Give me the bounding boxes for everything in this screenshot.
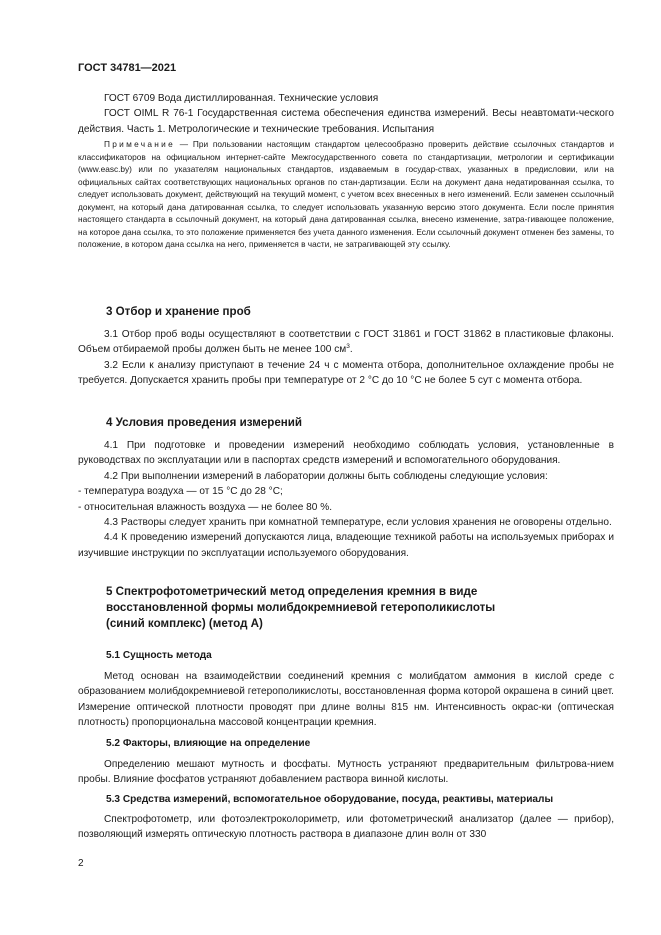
paragraph-4-4: 4.4 К проведению измерений допускаются лица, владеющие техникой работы на используемых приборах и изучившие инструкции по эксплуатации используемого оборудования. xyxy=(78,532,614,559)
paragraph-3-2: 3.2 Если к анализу приступают в течение 24 ч с момента отбора, дополнительное охлаждение пробы не требуется. Допускается хранить пробы при температуре от 2 °С до 10 °С не более 5 сут с момента отбора. xyxy=(78,359,614,387)
paragraph-4-3: 4.3 Растворы следует хранить при комнатной температуре, если условия хранения не оговорены отдельно. xyxy=(104,517,612,529)
paragraph-5-1: Метод основан на взаимодействии соединений кремния с молибдатом аммония в кислой среде с образованием молибдокремниевой гетерополикислоты, восстановленная форма которой окрашена в синий цвет. Измерение оптической плотности проводят при длине волны 815 нм. Интенсивность окрас-ки (оптическая плотность) пропорциональна массовой концентрации кремния. xyxy=(78,671,614,729)
subsection-5-1-body xyxy=(78,669,614,731)
note-label: Примечание xyxy=(104,139,176,149)
references-block xyxy=(78,91,614,137)
paragraph-3-1 xyxy=(78,327,614,358)
subsection-5-3-body xyxy=(78,812,614,843)
section-5-title-line-1: 5 Спектрофотометрический метод определения кремния в виде xyxy=(106,585,478,598)
paragraph-5-3: Спектрофотометр, или фотоэлектроколориметр, или фотометрический анализатор (далее — прибор), позволяющий измерять оптическую плотность раствора в диапазоне длин волн от 330 xyxy=(78,814,614,841)
document-header: ГОСТ 34781—2021 xyxy=(78,62,177,74)
note-paragraph xyxy=(78,138,614,251)
paragraph-3-1-end: . xyxy=(349,344,353,356)
list-item-temperature: - температура воздуха — от 15 °С до 28 °С; xyxy=(78,486,283,498)
section-3-title: 3 Отбор и хранение проб xyxy=(106,305,251,318)
subsection-5-2-body xyxy=(78,757,614,788)
section-5-title xyxy=(106,584,606,632)
section-4-body xyxy=(78,438,614,561)
superscript: 3 xyxy=(346,343,350,351)
section-5-title-line-3: (синий комплекс) (метод А) xyxy=(106,617,263,630)
section-4-title: 4 Условия проведения измерений xyxy=(106,416,303,429)
reference-gost-6709: ГОСТ 6709 Вода дистиллированная. Технические условия xyxy=(104,93,379,104)
reference-oiml-r76: ГОСТ OIML R 76-1 Государственная система обеспечения единства измерений. Весы неавтомати-ческого действия. Часть 1. Метрологические и технические требования. Испытания xyxy=(78,108,614,135)
paragraph-4-2: 4.2 При выполнении измерений в лаборатории должны быть соблюдены следующие условия: xyxy=(104,470,548,482)
paragraph-3-1-text: 3.1 Отбор проб воды осуществляют в соответствии с ГОСТ 31861 и ГОСТ 31862 в пластиковые флаконы. Объем отбираемой пробы должен быть не менее 100 см xyxy=(78,329,614,356)
subsection-5-2-title: 5.2 Факторы, влияющие на определение xyxy=(106,738,311,749)
subsection-5-1-title: 5.1 Сущность метода xyxy=(106,650,212,661)
list-item-humidity: - относительная влажность воздуха — не более 80 %. xyxy=(78,501,332,513)
note-block xyxy=(78,138,614,251)
section-5-title-line-2: восстановленной формы молибдокремниевой гетерополикислоты xyxy=(106,601,496,614)
subsection-5-3-title: 5.3 Средства измерений, вспомогательное оборудование, посуда, реактивы, материалы xyxy=(106,794,554,805)
section-3-body xyxy=(78,327,614,389)
paragraph-5-2: Определению мешают мутность и фосфаты. Мутность устраняют предварительным фильтрова-нием пробы. Влияние фосфатов устраняют добавлением раствора винной кислоты. xyxy=(78,759,614,786)
paragraph-4-1: 4.1 При подготовке и проведении измерений необходимо соблюдать условия, установленные в руководствах по эксплуатации или в паспортах средств измерений и вспомогательного оборудования. xyxy=(78,440,614,467)
note-text: — При пользовании настоящим стандартом целесообразно проверить действие ссылочных стандартов и классификаторов на официальном интернет-сайте Межгосударственного совета по стандартизации, метрологии и сертификации (www.easc.by) или по указателям национальных стандартов, издаваемым в государ-ствах, указанных в предисловии, или на официальных сайтах соответствующих национальных органов по стан-дартизации. Если на документ дана недатированная ссылка, то следует использовать документ, действующий на текущий момент, с учетом всех внесенных в него изменений. Если заменен ссылочный документ, на который дана датированная ссылка, то следует использовать указанную версию этого документа. Если после принятия настоящего стандарта в ссылочный документ, на который дана датированная ссылка, внесено изменение, затра-гивающее положение, на которое дана ссылка, то это положение применяется без учета данного изменения. Если ссылочный документ отменен без замены, то положение, в котором дана ссылка на него, применяется в части, не затрагивающей эту ссылку. xyxy=(78,139,614,249)
page-number: 2 xyxy=(78,858,84,869)
